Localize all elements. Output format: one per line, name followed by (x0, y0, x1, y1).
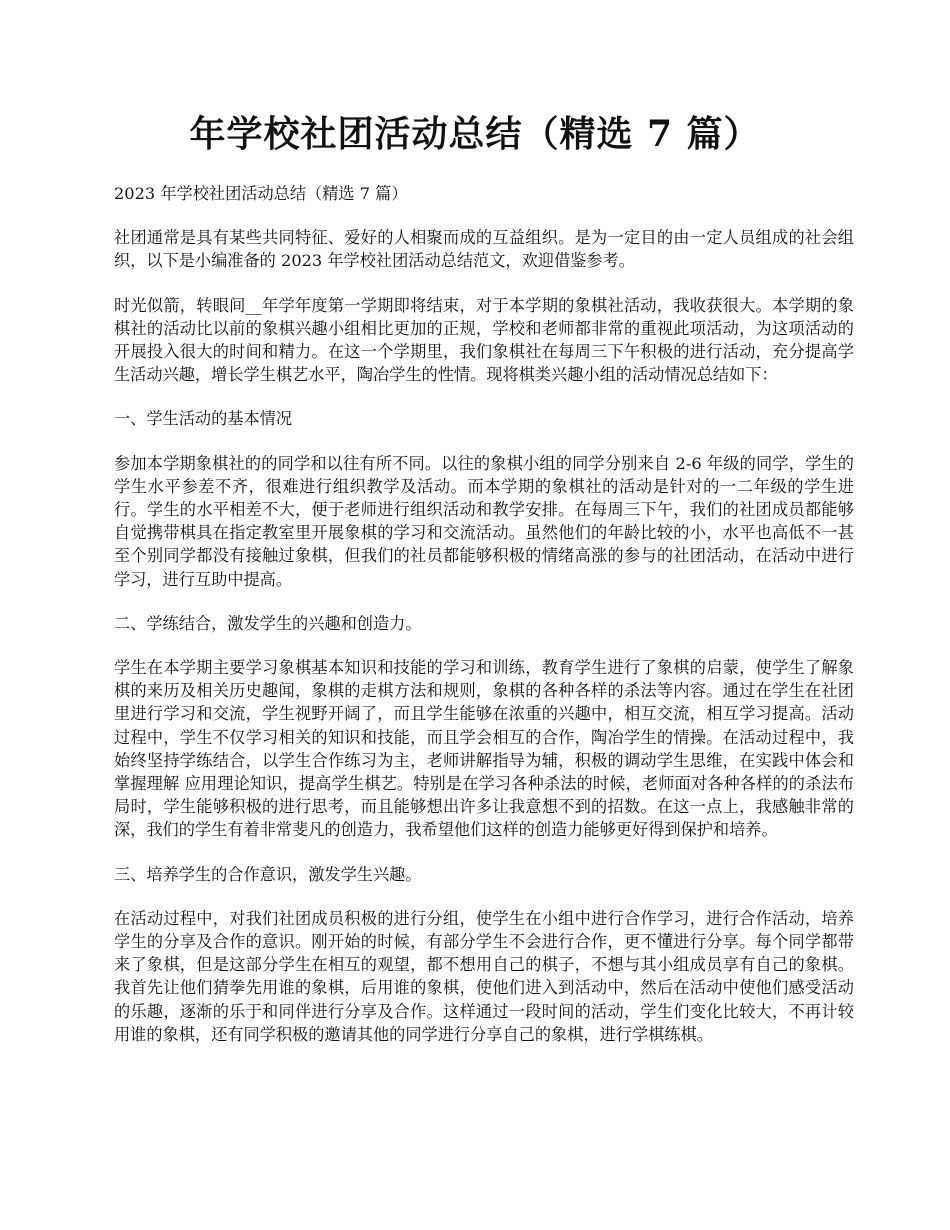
section-heading-1: 一、学生活动的基本情况 (114, 409, 293, 429)
section-heading-2: 二、学练结合，激发学生的兴趣和创造力。 (114, 613, 422, 633)
section-paragraph-2: 学生在本学期主要学习象棋基本知识和技能的学习和训练，教育学生进行了象棋的启蒙，使学生了解象棋的来历及相关历史趣闻，象棋的走棋方法和规则，象棋的各种各样的杀法等内容。通过在学生在社团里进行学习和交流，学生视野开阔了，而且学生能够在浓重的兴趣中，相互交流，相互学习提高。活动过程中，学生不仅学习相关的知识和技能，而且学会相互的合作，陶冶学生的情操。在活动过程中，我始终坚持学练结合，以学生合作练习为主，老师讲解指导为辅，积极的调动学生思维，在实践中体会和掌握理解 应用理论知识，提高学生棋艺。特别是在学习各种杀法的时候，老师面对各种各样的的杀法布局时，学生能够积极的进行思考，而且能够想出许多让我意想不到的招数。在这一点上，我感触非常的深，我们的学生有着非常斐凡的创造力，我希望他们这样的创造力能够更好得到保护和培养。 (114, 658, 854, 840)
overview-paragraph: 时光似箭，转眼间__年学年度第一学期即将结束，对于本学期的象棋社活动，我收获很大。本学期的象棋社的活动比以前的象棋兴趣小组相比更加的正规，学校和老师都非常的重视此项活动，为这项活动的开展投入很大的时间和精力。在这一个学期里，我们象棋社在每周三下午积极的进行活动，充分提高学生活动兴趣，增长学生棋艺水平，陶冶学生的性情。现将棋类兴趣小组的活动情况总结如下： (114, 295, 854, 385)
document-body (114, 182, 854, 1067)
subtitle-paragraph: 2023 年学校社团活动总结（精选 7 篇） (114, 184, 408, 203)
document-title: 年学校社团活动总结（精选 7 篇） (189, 113, 761, 155)
section-heading-3: 三、培养学生的合作意识，激发学生兴趣。 (114, 864, 422, 884)
section-paragraph-1: 参加本学期象棋社的的同学和以往有所不同。以往的象棋小组的同学分别来自 2-6 年级的同学，学生的学生水平参差不齐，很难进行组织教学及活动。而本学期的象棋社的活动是针对的一二年级的学生进行。学生的水平相差不大，便于老师进行组织活动和教学安排。在每周三下午，我们的社团成员都能够自觉携带棋具在指定教室里开展象棋的学习和交流活动。虽然他们的年龄比较的小，水平也高低不一甚至个别同学都没有接触过象棋，但我们的社员都能够积极的情绪高涨的参与的社团活动，在活动中进行学习，进行互助中提高。 (114, 453, 854, 589)
section-paragraph-3: 在活动过程中，对我们社团成员积极的进行分组，使学生在小组中进行合作学习，进行合作活动，培养学生的分享及合作的意识。刚开始的时候，有部分学生不会进行合作，更不懂进行分享。每个同学都带来了象棋，但是这部分学生在相互的观望，都不想用自己的棋子，不想与其小组成员享有自己的象棋。我首先让他们猜拳先用谁的象棋，后用谁的象棋，使他们进入到活动中，然后在活动中使他们感受活动的乐趣，逐渐的乐于和同伴进行分享及合作。这样通过一段时间的活动，学生们变化比较大，不再计较用谁的象棋，还有同学积极的邀请其他的同学进行分享自己的象棋，进行学棋练棋。 (114, 908, 854, 1044)
intro-paragraph: 社团通常是具有某些共同特征、爱好的人相聚而成的互益组织。是为一定目的由一定人员组成的社会组织，以下是小编准备的 2023 年学校社团活动总结范文，欢迎借鉴参考。 (114, 228, 854, 271)
